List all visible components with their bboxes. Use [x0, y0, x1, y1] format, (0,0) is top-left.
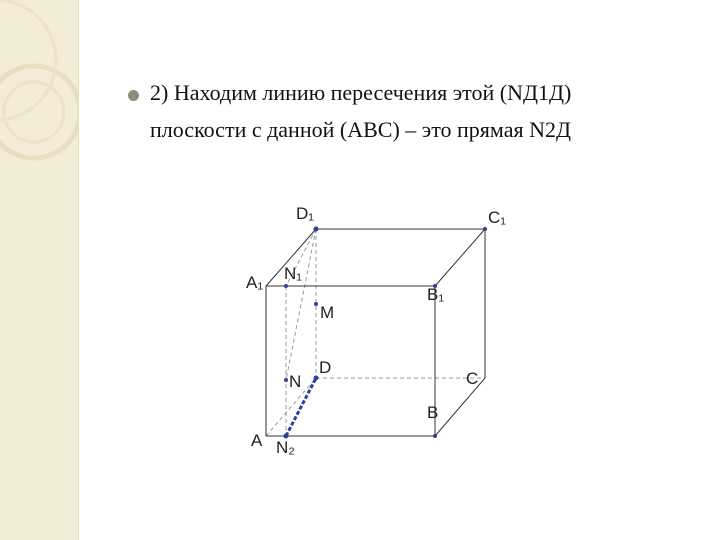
label-N1: N₁ — [284, 264, 303, 283]
label-C1: C₁ — [488, 208, 507, 227]
label-N: N — [289, 372, 302, 391]
point-B — [433, 434, 437, 438]
label-M: M — [320, 303, 335, 322]
decorative-side-strip — [0, 0, 79, 540]
point-D1 — [314, 227, 319, 232]
point-N — [284, 378, 288, 382]
cube-diagram — [236, 196, 536, 466]
label-A: A — [251, 431, 263, 450]
label-B: B — [427, 403, 439, 422]
label-D: D — [319, 358, 332, 377]
label-N2: N₂ — [276, 438, 295, 457]
line-D1-N — [286, 229, 316, 380]
step-text-line-2: плоскости с данной (ABC) – это прямая N2Д — [150, 117, 571, 142]
label-B1: B₁ — [427, 285, 445, 304]
edge-B1C1 — [435, 229, 485, 286]
label-D1: D₁ — [296, 204, 315, 223]
point-N1 — [284, 284, 288, 288]
bullet-icon — [128, 90, 139, 101]
point-C1 — [483, 227, 487, 231]
point-M — [314, 302, 318, 306]
label-C: C — [466, 369, 479, 388]
step-text-line-1: 2) Находим линию пересечения этой (NД1Д) — [150, 80, 572, 105]
point-D — [314, 376, 319, 381]
decorative-circles — [0, 0, 78, 540]
label-A1: A₁ — [246, 273, 264, 292]
